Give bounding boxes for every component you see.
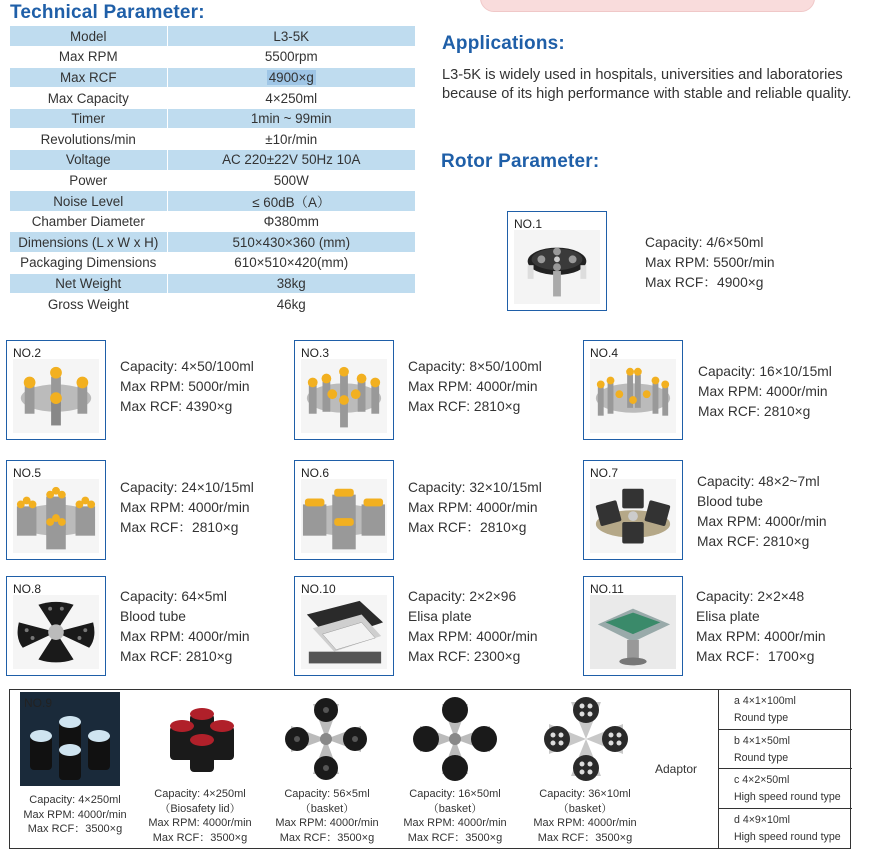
tech-param-row	[10, 88, 415, 109]
rotor-no9-info: Capacity: 4×250ml Max RPM: 4000r/min Max RCF：3500×g	[23, 794, 127, 835]
basket-16x50-rotor-info: Capacity: 16×50ml （basket） Max RPM: 4000r/min Max RCF：3500×g	[403, 788, 507, 844]
rotor-no9-image-box	[20, 692, 120, 786]
rotor-no10-image-box	[294, 576, 394, 676]
tech-param-row	[10, 108, 415, 129]
rotor-label: NO.3	[301, 346, 330, 360]
rotor-no8-image-box	[6, 576, 106, 676]
tech-param-key: Power	[10, 170, 167, 191]
applications-text: L3-5K is widely used in hospitals, universities and laboratories because of its high performance with stable and reliable quality.	[442, 67, 852, 102]
rotor-label: NO.4	[590, 346, 619, 360]
adaptor-row: c 4×2×50ml High speed round type	[719, 769, 852, 809]
tech-param-value: 610×510×420(mm)	[167, 253, 415, 274]
biosafety-lid-rotor-info: Capacity: 4×250ml （Biosafety lid） Max RPM: 4000r/min Max RCF：3500×g	[148, 788, 252, 844]
rotor-no6-image-box	[294, 460, 394, 560]
tech-param-row	[10, 170, 415, 191]
rotor-label: NO.2	[13, 346, 42, 360]
rotor-no2-illustration	[13, 359, 99, 433]
adaptor-label: Adaptor	[655, 762, 698, 776]
tech-param-row	[10, 26, 415, 47]
rotor-label: NO.1	[514, 217, 543, 231]
basket-16x50-rotor-illustration	[412, 696, 498, 782]
rotor-label: NO.5	[13, 466, 42, 480]
tech-param-key: Max RPM	[10, 47, 167, 68]
tech-param-key: Revolutions/min	[10, 129, 167, 150]
tech-param-row	[10, 294, 415, 315]
rotor-no11-image-box	[583, 576, 683, 676]
top-decor-bar	[480, 0, 815, 12]
rotor-no4-illustration	[590, 359, 676, 433]
tech-param-value: 46kg	[167, 294, 415, 315]
tech-param-key: Packaging Dimensions	[10, 253, 167, 274]
technical-parameter-table	[10, 26, 415, 315]
adaptor-row: d 4×9×10ml High speed round type	[734, 813, 841, 843]
rotor-no11-info: Capacity: 2×2×48 Elisa plate Max RPM: 4000r/min Max RCF：1700×g	[696, 589, 826, 664]
rotor-no3-info: Capacity: 8×50/100ml Max RPM: 4000r/min Max RCF: 2810×g	[408, 359, 542, 414]
tech-param-value: 510×430×360 (mm)	[167, 232, 415, 253]
basket-56x5-rotor-info: Capacity: 56×5ml （basket） Max RPM: 4000r/min Max RCF：3500×g	[275, 788, 379, 844]
tech-param-row	[10, 67, 415, 88]
rotor-no5-image-box	[6, 460, 106, 560]
tech-param-value: ±10r/min	[167, 129, 415, 150]
rotor-no3-illustration	[301, 359, 387, 433]
rotor-no8-illustration	[13, 595, 99, 669]
tech-param-row	[10, 211, 415, 232]
rotor-no5-info: Capacity: 24×10/15ml Max RPM: 4000r/min Max RCF：2810×g	[120, 480, 254, 535]
tech-param-value: 38kg	[167, 273, 415, 294]
basket-36x10-rotor-illustration	[543, 696, 629, 782]
rotor-parameter-heading: Rotor Parameter:	[441, 151, 600, 172]
tech-param-row	[10, 150, 415, 171]
rotor-no6-info: Capacity: 32×10/15ml Max RPM: 4000r/min Max RCF：2810×g	[408, 480, 542, 535]
rotor-no10-info: Capacity: 2×2×96 Elisa plate Max RPM: 4000r/min Max RCF: 2300×g	[408, 589, 538, 664]
rotor-no4-info: Capacity: 16×10/15ml Max RPM: 4000r/min Max RCF: 2810×g	[698, 364, 832, 419]
technical-parameter-heading: Technical Parameter:	[10, 2, 205, 23]
rotor-no10-illustration	[301, 595, 387, 669]
tech-param-value	[167, 67, 415, 88]
tech-param-key: Net Weight	[10, 273, 167, 294]
tech-param-value: ≤ 60dB（A）	[167, 191, 415, 212]
rotor-no7-image-box	[583, 460, 683, 560]
rotor-no6-illustration	[301, 479, 387, 553]
tech-param-value: AC 220±22V 50Hz 10A	[167, 150, 415, 171]
tech-param-key: Max Capacity	[10, 88, 167, 109]
tech-param-row	[10, 253, 415, 274]
tech-param-value: 4×250ml	[167, 88, 415, 109]
rotor-no2-info: Capacity: 4×50/100ml Max RPM: 5000r/min Max RCF: 4390×g	[120, 359, 254, 414]
rotor-no3-image-box	[294, 340, 394, 440]
tech-param-value: Φ380mm	[167, 211, 415, 232]
rotor-label: NO.6	[301, 466, 330, 480]
tech-param-row	[10, 273, 415, 294]
rotor-no2-image-box	[6, 340, 106, 440]
rotor-label: NO.11	[590, 582, 624, 596]
tech-param-key: Model	[10, 26, 167, 47]
tech-param-row	[10, 191, 415, 212]
rotor-no7-info: Capacity: 48×2~7ml Blood tube Max RPM: 4000r/min Max RCF: 2810×g	[697, 474, 827, 549]
tech-param-row	[10, 47, 415, 68]
biosafety-lid-rotor-illustration	[162, 698, 242, 778]
applications-heading: Applications:	[442, 33, 565, 54]
rotor-no1-info: Capacity: 4/6×50ml Max RPM: 5500r/min Max RCF：4900×g	[645, 235, 775, 290]
rotor-no8-info: Capacity: 64×5ml Blood tube Max RPM: 4000r/min Max RCF: 2810×g	[120, 589, 250, 664]
tech-param-row	[10, 232, 415, 253]
tech-param-key: Voltage	[10, 150, 167, 171]
tech-param-key: Noise Level	[10, 191, 167, 212]
tech-param-value: 1min ~ 99min	[167, 108, 415, 129]
tech-param-key: Max RCF	[10, 67, 167, 88]
bottom-rotor-panel	[9, 689, 851, 849]
rotor-label: NO.10	[301, 582, 336, 596]
rotor-no1-image-box	[507, 211, 607, 311]
tech-param-value-highlight: 4900×g	[268, 69, 314, 85]
tech-param-key: Timer	[10, 108, 167, 129]
basket-56x5-rotor-illustration	[283, 696, 369, 782]
basket-36x10-rotor-info: Capacity: 36×10ml （basket） Max RPM: 4000r/min Max RCF：3500×g	[533, 788, 637, 844]
tech-param-key: Chamber Diameter	[10, 211, 167, 232]
tech-param-value: 500W	[167, 170, 415, 191]
tech-param-value: L3-5K	[167, 26, 415, 47]
adaptor-row: b 4×1×50ml Round type	[719, 730, 852, 770]
rotor-no11-illustration	[590, 595, 676, 669]
rotor-no5-illustration	[13, 479, 99, 553]
rotor-label: NO.8	[13, 582, 42, 596]
rotor-no7-illustration	[590, 479, 676, 553]
tech-param-row	[10, 129, 415, 150]
adaptor-row: a 4×1×100ml Round type	[719, 690, 852, 730]
rotor-no1-illustration	[514, 230, 600, 304]
tech-param-key: Gross Weight	[10, 294, 167, 315]
rotor-label: NO.9	[24, 696, 53, 710]
tech-param-key: Dimensions (L x W x H)	[10, 232, 167, 253]
adaptor-table	[718, 690, 851, 848]
tech-param-value: 5500rpm	[167, 47, 415, 68]
rotor-label: NO.7	[590, 466, 619, 480]
rotor-no4-image-box	[583, 340, 683, 440]
